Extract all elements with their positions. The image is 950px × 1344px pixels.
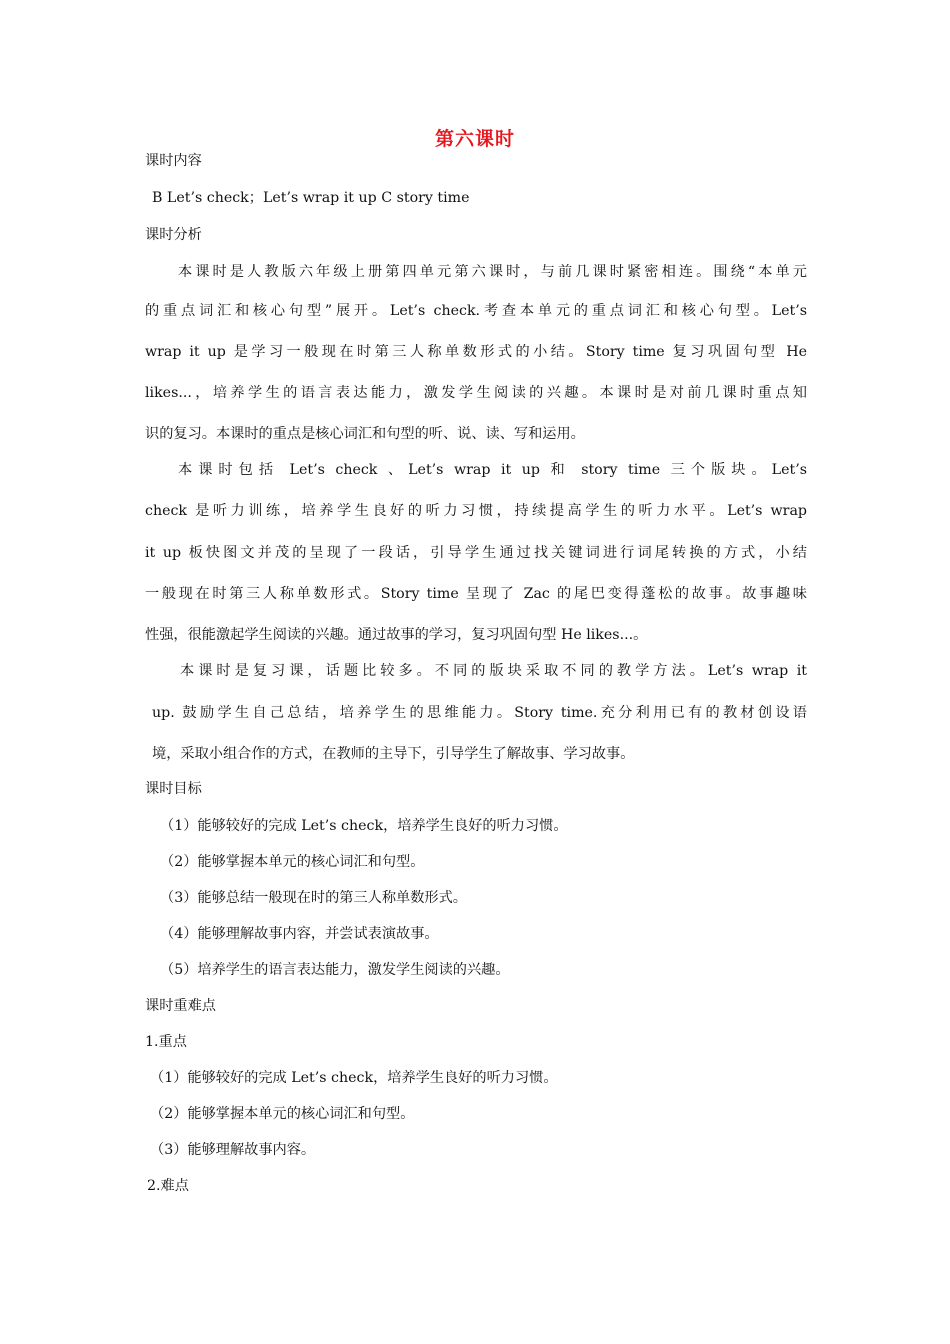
analysis-line: 的重点词汇和核心句型”展开。Let’s check.考查本单元的重点词汇和核心句型。Let’s bbox=[145, 303, 807, 319]
analysis-line: 本课时包括 Let’s check 、Let’s wrap it up 和 story time 三个版块。Let’s bbox=[178, 462, 807, 478]
goal-item: （1）能够较好的完成 Let’s check，培养学生良好的听力习惯。 bbox=[160, 818, 568, 834]
key-point-item: （1）能够较好的完成 Let’s check，培养学生良好的听力习惯。 bbox=[150, 1070, 558, 1086]
analysis-line: 一般现在时第三人称单数形式。Story time 呈现了 Zac 的尾巴变得蓬松的故事。故事趣味 bbox=[145, 586, 807, 602]
analysis-line: it up 板快图文并茂的呈现了一段话，引导学生通过找关键词进行词尾转换的方式，小结 bbox=[145, 545, 807, 561]
content-heading: 课时内容 bbox=[145, 153, 202, 169]
goal-item: （2）能够掌握本单元的核心词汇和句型。 bbox=[160, 854, 425, 870]
key-point-item: （2）能够掌握本单元的核心词汇和句型。 bbox=[150, 1106, 415, 1122]
analysis-line: likes...，培养学生的语言表达能力，激发学生阅读的兴趣。本课时是对前几课时重点知 bbox=[145, 385, 807, 401]
content-text: B Let’s check；Let’s wrap it up C story time bbox=[152, 190, 470, 206]
difficulty-label: 2.难点 bbox=[147, 1178, 189, 1194]
analysis-heading: 课时分析 bbox=[145, 227, 202, 243]
page-title: 第六课时 bbox=[434, 128, 515, 150]
goal-item: （5）培养学生的语言表达能力，激发学生阅读的兴趣。 bbox=[160, 962, 510, 978]
analysis-line: wrap it up 是学习一般现在时第三人称单数形式的小结。Story time 复习巩固句型 He bbox=[145, 344, 807, 360]
goal-item: （4）能够理解故事内容，并尝试表演故事。 bbox=[160, 926, 439, 942]
goals-heading: 课时目标 bbox=[145, 781, 202, 797]
analysis-line: 本课时是复习课，话题比较多。不同的版块采取不同的教学方法。Let’s wrap it bbox=[180, 663, 807, 679]
analysis-line: up. 鼓励学生自己总结，培养学生的思维能力。Story time.充分利用已有的教材创设语 bbox=[152, 705, 807, 721]
key-point-item: （3）能够理解故事内容。 bbox=[150, 1142, 316, 1158]
key-point-label: 1.重点 bbox=[145, 1034, 187, 1050]
goal-item: （3）能够总结一般现在时的第三人称单数形式。 bbox=[160, 890, 467, 906]
analysis-line: 本课时是人教版六年级上册第四单元第六课时，与前几课时紧密相连。围绕“本单元 bbox=[178, 264, 807, 280]
analysis-line: 境，采取小组合作的方式，在教师的主导下，引导学生了解故事、学习故事。 bbox=[152, 746, 635, 762]
analysis-line: check 是听力训练，培养学生良好的听力习惯，持续提高学生的听力水平。Let’s wrap bbox=[145, 503, 807, 519]
analysis-line: 识的复习。本课时的重点是核心词汇和句型的听、说、读、写和运用。 bbox=[145, 426, 585, 442]
key-heading: 课时重难点 bbox=[145, 998, 216, 1014]
analysis-line: 性强，很能激起学生阅读的兴趣。通过故事的学习，复习巩固句型 He likes...。 bbox=[145, 627, 648, 643]
